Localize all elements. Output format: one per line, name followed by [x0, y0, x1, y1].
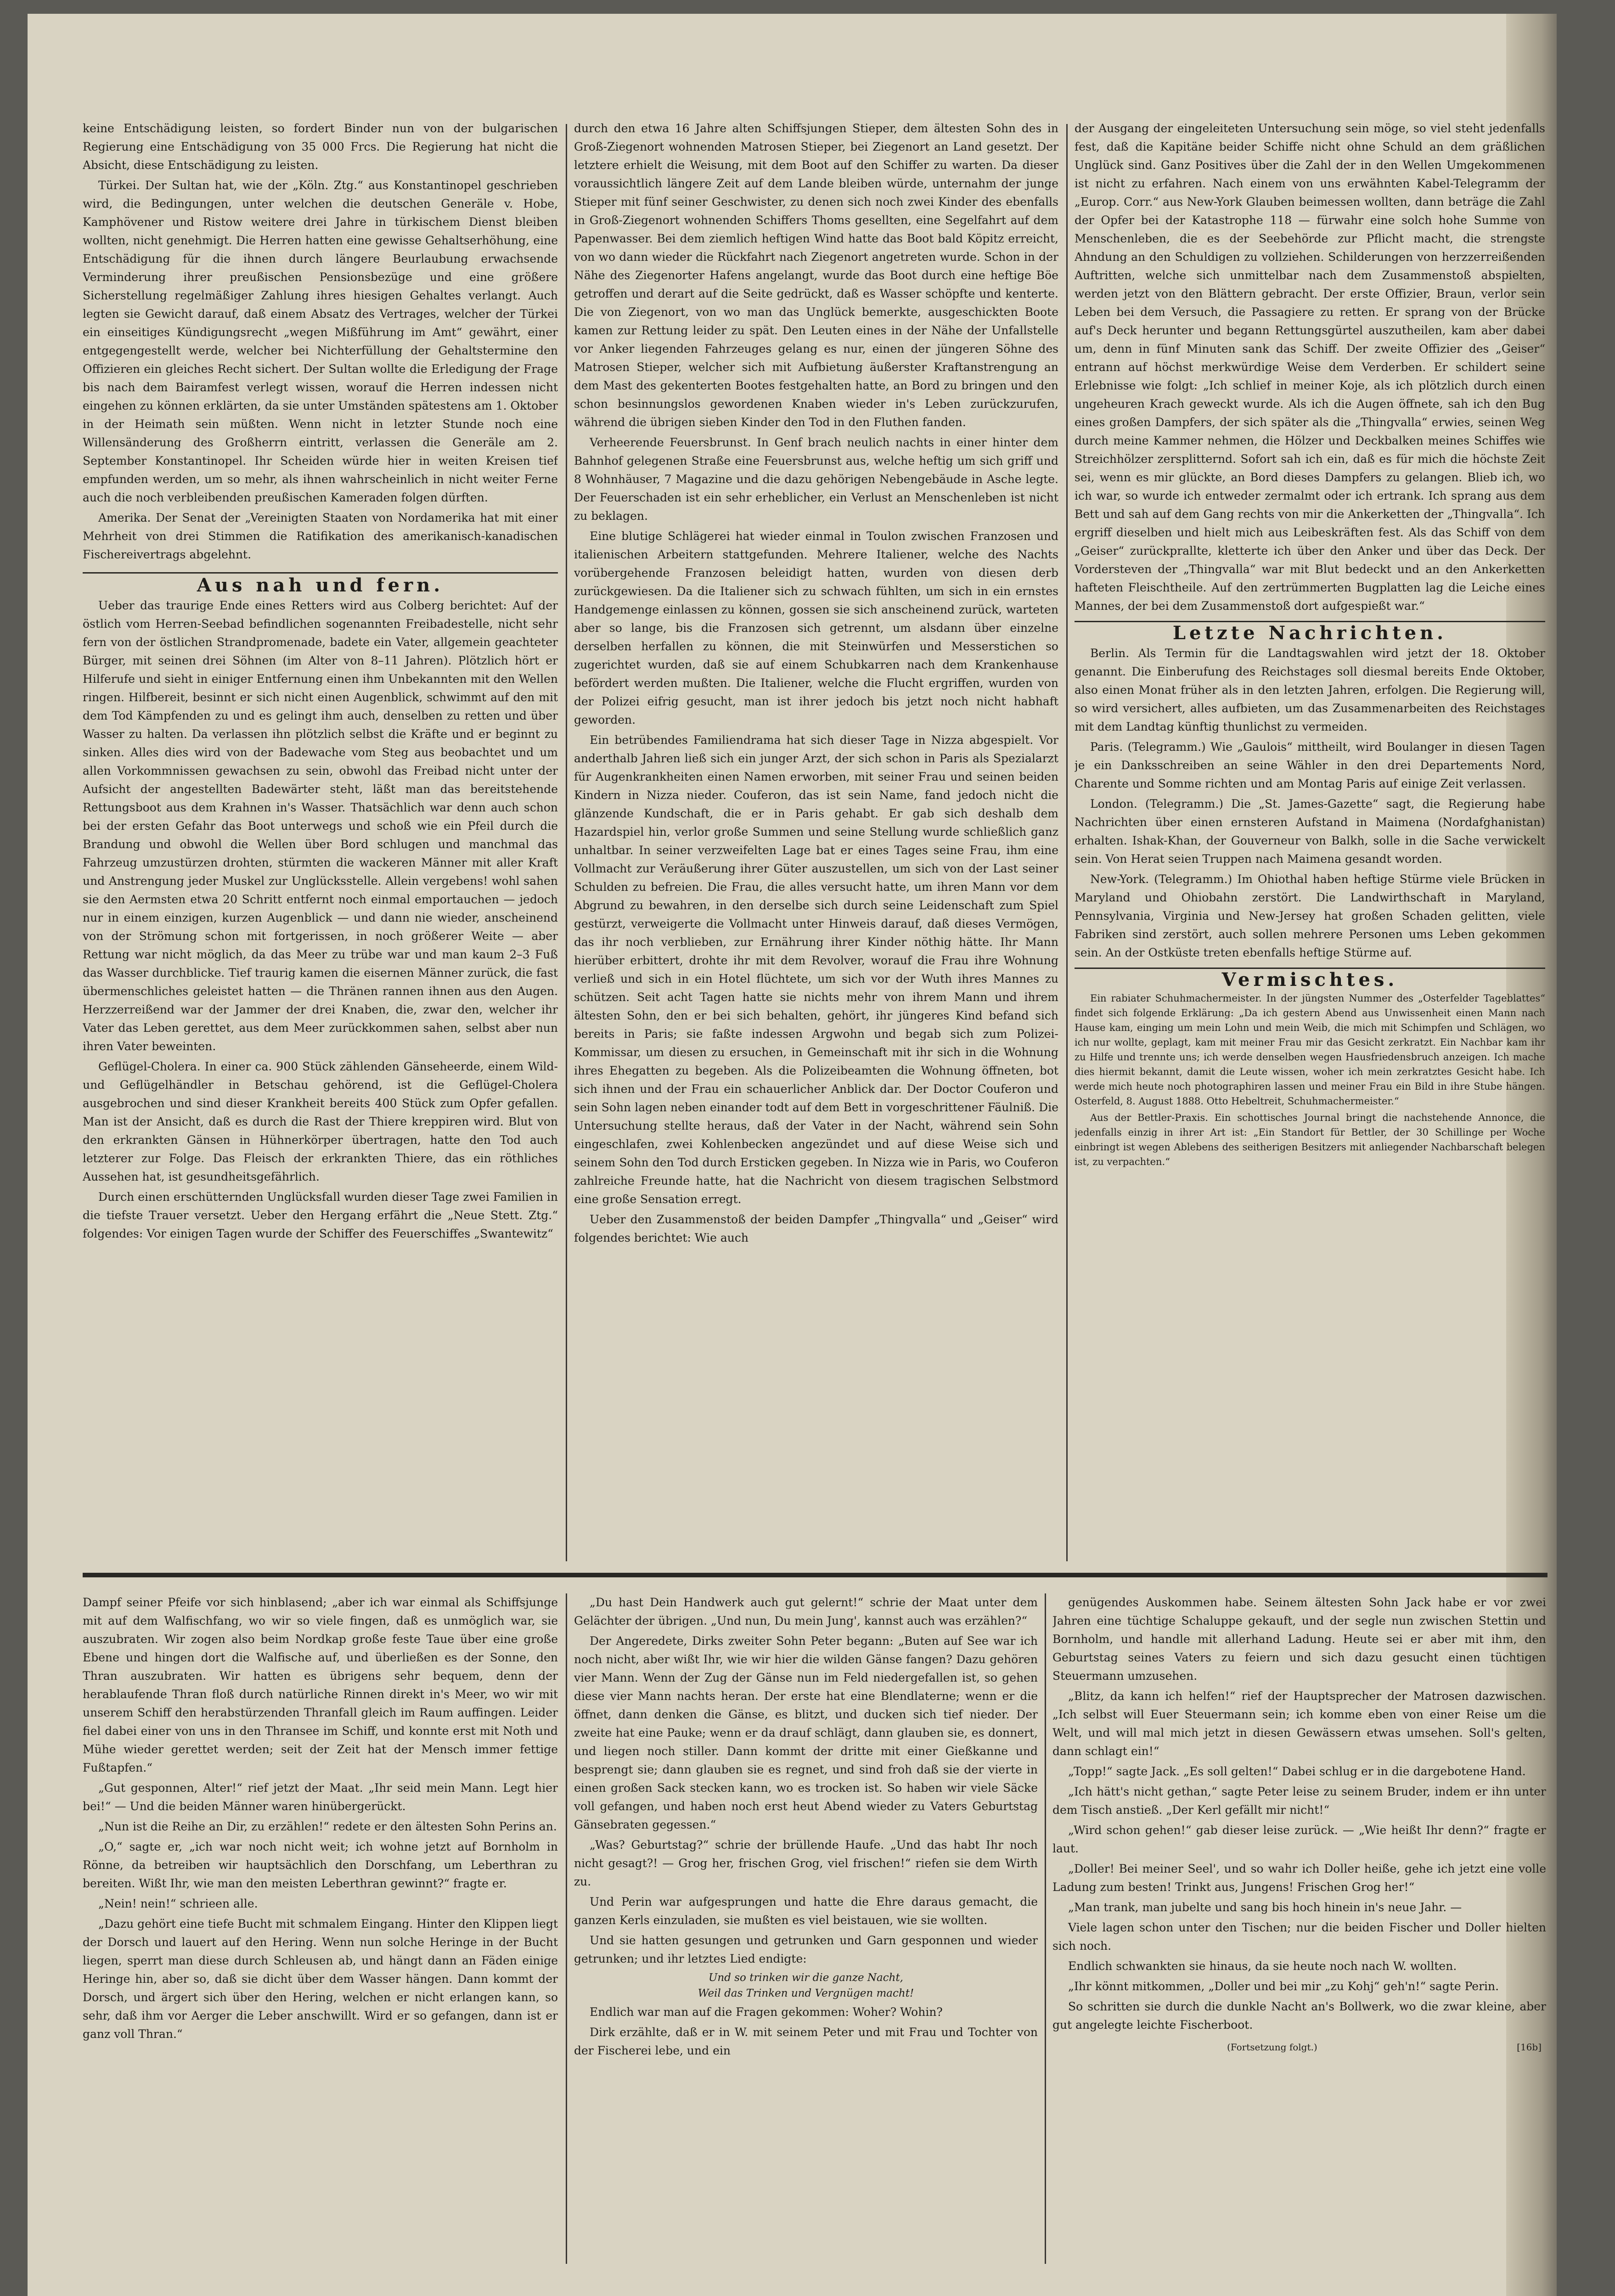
paragraph: „O,“ sagte er, „ich war noch nicht weit; ich wohne jetzt auf Bornholm in Rönne, da betreiben wir hauptsächlich den Dorschfang, um Leberthran zu bereiten. Wißt Ihr, wie man den meisten Leberthran gewinnt?“ fragte er. [83, 1840, 558, 1890]
paragraph: Der Angeredete, Dirks zweiter Sohn Peter begann: „Buten auf See war ich noch nicht, aber wißt Ihr, wie wir hier die wilden Gänse fangen? Dazu gehören vier Mann. Wenn der Zug der Gänse nun im Feld niedergefallen ist, so gehen diese vier Mann nachts heran. Der erste hat eine Blendlaterne; wenn er die öffnet, dann denken die Gänse, es blitzt, und ducken sich tief nieder. Der zweite hat eine Pauke; wenn er da drauf schlägt, dann glauben sie, es donnert, und liegen noch stiller. Dann kommt der dritte mit einer Gießkanne und besprengt sie; dann glauben sie es regnet, und sind froh daß sie der vierte in einen großen Sack stecken kann, wo es trocken ist. So haben wir viele Säcke voll gefangen, und haben noch erst heut Abend wieder zu Vaters Geburtstag Gänsebraten gegessen.“ [574, 1634, 1038, 1831]
paragraph: „Blitz, da kann ich helfen!“ rief der Hauptsprecher der Matrosen dazwischen. „Ich selbst will Euer Steuermann sein; ich komme eben von einer Reise um die Welt, und will mal mich jetzt in diesen Gewässern etwas umsehen. Soll's gelten, dann schlagt ein!“ [1052, 1689, 1546, 1758]
top-col3b-articles [1075, 644, 1545, 962]
paragraph: Berlin. Als Termin für die Landtagswahlen wird jetzt der 18. Oktober genannt. Die Einberufung des Reichstages soll diesmal bereits Ende Oktober, also einen Monat früher als in den letzten Jahren, erfolgen. Die Regierung will, so wird versichert, alles aufbieten, um das Zusammenarbeiten des Reichstages mit dem Landtag künftig thunlichst zu vermeiden. [1075, 647, 1545, 733]
continuation-note: (Fortsetzung folgt.) [1227, 2042, 1317, 2053]
paragraph: „Wird schon gehen!“ gab dieser leise zurück. — „Wie heißt Ihr denn?“ fragte er laut. [1052, 1823, 1546, 1855]
bottom-col1-text [83, 1593, 558, 2043]
paragraph: „Topp!“ sagte Jack. „Es soll gelten!“ Dabei schlug er in die dargebotene Hand. [1068, 1765, 1526, 1778]
divider [1075, 621, 1545, 622]
newspaper-page [28, 14, 1557, 2296]
top-column-1 [83, 119, 558, 1566]
paragraph: Dirk erzählte, daß er in W. mit seinem Peter und mit Frau und Tochter von der Fischerei lebe, und ein [574, 2026, 1038, 2057]
paragraph: „Nun ist die Reihe an Dir, zu erzählen!“ redete er den ältesten Sohn Perins an. [98, 1820, 557, 1833]
paragraph: „Doller! Bei meiner Seel', und so wahr ich Doller heiße, gehe ich jetzt eine volle Ladung zum besten! Trinkt aus, Jungens! Frischen Grog her!“ [1052, 1862, 1546, 1894]
paragraph: Ueber das traurige Ende eines Retters wird aus Colberg berichtet: Auf der östlich vom Herren-Seebad befindlichen sogenannten Freibadestelle, nicht sehr fern von der östlichen Strandpromenade, badete ein Vater, allgemein geachteter Bürger, mit seinen drei Söhnen (im Alter von 8–11 Jahren). Plötzlich hört er Hilferufe und sieht in einiger Entfernung einen ihm Unbekannten mit den Wellen ringen. Hilfbereit, besinnt er sich nicht einen Augenblick, schwimmt auf den mit dem Tod Kämpfenden zu und es gelingt ihm auch, denselben zu retten und über Wasser zu halten. Da verlassen ihn plötzlich selbst die Kräfte und er beginnt zu sinken. Alles dies wird von der Badewache vom Steg aus beobachtet und um allen Vorkommnissen gewachsen zu sein, obwohl das Freibad nicht unter der Aufsicht der angestellten Badewärter steht, läßt man das bereitstehende Rettungsboot aus dem Krahnen in's Wasser. Thatsächlich war denn auch schon bei der ersten Gefahr das Boot unterwegs und schoß wie ein Pfeil durch die Brandung und obwohl die Wellen über Bord schlugen und manchmal das Fahrzeug umzustürzen drohten, stürmten die wackeren Männer mit aller Kraft und Anstrengung jeder Muskel zur Unglücksstelle. Allein vergebens! wohl sahen sie den Aermsten etwa 20 Schritt entfernt noch einmal emportauchen — jedoch nur in einem einzigen, kurzen Augenblick — und dann nie wieder, anscheinend von der Strömung schon mit fortgerissen, in noch größerer Weite — aber Rettung war nicht möglich, da das Meer zu trübe war und man kaum 2–3 Fuß das Wasser durchblicke. Tief traurig kamen die eisernen Männer zurück, die fast übermenschliches geleistet hatten — die Thränen rannen ihnen aus den Augen. Herzzerreißend war der Jammer der drei Knaben, die, zwar den, welcher ihr Vater das Leben gerettet, aus dem Meer zurückkommen sahen, selbst aber nun ihren Vater beweinten. [83, 599, 558, 1053]
paragraph: Ueber den Zusammenstoß der beiden Dampfer „Thingvalla“ und „Geiser“ wird folgendes berichtet: Wie auch [574, 1213, 1058, 1244]
paragraph: Eine blutige Schlägerei hat wieder einmal in Toulon zwischen Franzosen und italienischen Arbeitern stattgefunden. Mehrere Italiener, welche des Nachts vorübergehende Franzosen beleidigt hatten, wurden von diesen derb zurückgewiesen. Da die Italiener sich zu schwach fühlten, um sich in ein ernstes Handgemenge einlassen zu können, gossen sie sich anscheinend zurück, warteten aber so lange, bis die Franzosen sich getrennt, um alsdann über einzelne derselben herfallen zu können, die mit Steinwürfen und Messerstichen so zugerichtet wurden, daß sie auf einem Schubkarren nach dem Krankenhause befördert werden mußten. Die Italiener, welche die Flucht ergriffen, wurden von der Polizei eifrig gesucht, man ist ihrer jedoch bis jetzt noch nicht habhaft geworden. [574, 529, 1058, 726]
section-heading-letzte-nachrichten: Letzte Nachrichten. [1172, 622, 1447, 644]
paragraph: „Nein! nein!“ schrieen alle. [98, 1897, 258, 1910]
top-col1b-articles [83, 597, 558, 1243]
paragraph: durch den etwa 16 Jahre alten Schiffsjungen Stieper, dem ältesten Sohn des in Groß-Ziegenort wohnenden Matrosen Stieper, bei Ziegenort an Land gesetzt. Der letztere erhielt die Weisung, mit dem Boot auf den Schiffer zu warten. Da dieser voraussichtlich längere Zeit auf dem Lande bleiben würde, unternahm der junge Stieper mit fünf seiner Geschwister, zu denen sich noch zwei Kinder des ebenfalls in Groß-Ziegenort wohnenden Schiffers Thoms gesellten, eine Segelfahrt auf dem Papenwasser. Bei dem ziemlich heftigen Wind hatte das Boot bald Köpitz erreicht, von wo dann wieder die Rückfahrt nach Ziegenort angetreten wurde. Schon in der Nähe des Ziegenorter Hafens angelangt, wurde das Boot durch eine heftige Böe getroffen und derart auf die Seite gedrückt, daß es Wasser schöpfte und kenterte. Die von Ziegenort, von wo man das Unglück bemerkte, ausgeschickten Boote kamen zur Rettung leider zu spät. Den Leuten eines in der Nähe der Unfallstelle vor Anker liegenden Fahrzeuges gelang es nur, einen der jüngeren Söhne des Matrosen Stieper, welcher sich mit Aufbietung äußerster Kraftanstrengung an dem Mast des gekenterten Bootes festgehalten hatte, an Bord zu bringen und den schon besinnungslos gewordenen Knaben wieder in's Leben zurückzurufen, während die übrigen sieben Kinder den Tod in den Fluthen fanden. [574, 122, 1058, 429]
paragraph: Türkei. Der Sultan hat, wie der „Köln. Ztg.“ aus Konstantinopel geschrieben wird, die Bedingungen, unter welchen die deutschen Generäle v. Hobe, Kamphövener und Ristow weitere drei Jahre in türkischem Dienst bleiben wollten, nicht genehmigt. Die Herren hatten eine gewisse Gehaltserhöhung, eine Entschädigung für die ihnen durch längere Beurlaubung erwachsende Verminderung ihrer preußischen Pensionsbezüge und eine größere Sicherstellung regelmäßiger Zahlung ihres hiesigen Gehaltes verlangt. Auch legten sie Gewicht darauf, daß einem Absatz des Vertrages, welcher der Türkei ein einseitiges Kündigungsrecht „wegen Mißführung im Amt“ gewährt, einer entgegengestellt werde, welcher bei Nichterfüllung der Gehaltstermine den Offizieren ein gleiches Recht sichert. Der Sultan wollte die Erledigung der Frage bis nach dem Bairamfest verlegt wissen, worauf die Herren indessen nicht eingehen zu können erklärten, da sie unter Umständen spätestens am 1. Oktober in der Heimath sein müßten. Wenn nicht in letzter Stunde noch eine Willensänderung des Großherrn eintritt, verlassen die Generäle am 2. September Konstantinopel. Ihr Scheiden würde hier in weiten Kreisen tief empfunden werden, um so mehr, als ihnen wahrscheinlich in nicht weiter Ferne auch die noch verbleibenden preußischen Kameraden folgen dürften. [83, 179, 558, 504]
section-heading-aus-nah-und-fern: Aus nah und fern. [197, 574, 444, 596]
divider [83, 572, 558, 574]
column-rule [566, 1593, 567, 2264]
paragraph: Durch einen erschütternden Unglücksfall wurden dieser Tage zwei Familien in die tiefste Trauer versetzt. Ueber den Hergang erfährt die „Neue Stett. Ztg.“ folgendes: Vor einigen Tagen wurde der Schiffer des Feuerschiffes „Swantewitz“ [83, 1190, 558, 1240]
paragraph: „Was? Geburtstag?“ schrie der brüllende Haufe. „Und das habt Ihr noch nicht gesagt?! — Grog her, frischen Grog, viel frischen!“ riefen sie dem Wirth zu. [574, 1838, 1038, 1888]
column-rule [566, 124, 567, 1561]
top-col3c-articles [1075, 991, 1545, 1169]
paragraph: Ein rabiater Schuhmachermeister. In der jüngsten Nummer des „Osterfelder Tageblattes“ findet sich folgende Erklärung: „Da ich gestern Abend aus Unwissenheit einen Mann nach Hause kam, einging um mein Lohn und mein Weib, die mich mit Schimpfen und Schlägen, wo ich nur wollte, geplagt, kam mit meiner Frau mir das Gesicht zerkratzt. Ein Nachbar kam ihr zu Hilfe und trennte uns; ich werde denselben wegen Hausfriedensbruch anzeigen. Ich mache dies hiermit bekannt, damit die Leute wissen, woher ich mein zerkratztes Gesicht habe. Ich werde mich heute noch photographiren lassen und meiner Frau ein Bild in ihre Stube hängen. Osterfeld, 8. August 1888. Otto Hebeltreit, Schuhmachermeister.“ [1075, 993, 1545, 1107]
top-column-2 [574, 119, 1058, 1566]
top-col3-articles [1075, 119, 1545, 615]
paragraph: So schritten sie durch die dunkle Nacht an's Bollwerk, wo die zwar kleine, aber gut angelegte leichte Fischerboot. [1052, 2000, 1546, 2032]
section-heading-vermischtes: Vermischtes. [1221, 969, 1398, 990]
verse: Und so trinken wir die ganze Nacht, Weil das Trinken und Vergnügen macht! [698, 1972, 914, 1999]
paragraph: New-York. (Telegramm.) Im Ohiothal haben heftige Stürme viele Brücken in Maryland und Ohiobahn zerstört. Die Landwirthschaft in Maryland, Pennsylvania, Virginia und New-Jersey hat großen Schaden gelitten, viele Fabriken sind zerstört, auch sollen mehrere Personen ums Leben gekommen sein. An der Ostküste treten ebenfalls heftige Stürme auf. [1075, 872, 1545, 959]
column-rule [1045, 1593, 1046, 2264]
paragraph: Paris. (Telegramm.) Wie „Gaulois“ mittheilt, wird Boulanger in diesen Tagen je ein Danksschreiben an seine Wähler in den drei Departements Nord, Charente und Somme richten und am Montag Paris auf einige Zeit verlassen. [1075, 740, 1545, 790]
paragraph: Und Perin war aufgesprungen und hatte die Ehre daraus gemacht, die ganzen Kerls einzuladen, sie mußten es viel beistauen, wie sie wollten. [574, 1895, 1038, 1927]
paragraph: „Dazu gehört eine tiefe Bucht mit schmalem Eingang. Hinter den Klippen liegt der Dorsch und lauert auf den Hering. Wenn nun solche Heringe in der Bucht liegen, sperrt man diese durch Schleusen ab, und hängt dann an Fäden einige Heringe hin, aber so, daß sie dicht über dem Wasser hängen. Dann kommt der Dorsch, und ärgert sich über den Hering, welchen er nicht erlangen kann, so sehr, daß ihm vor Aerger die Leber anschwillt. Wird er so gefangen, dann ist er ganz voll Thran.“ [83, 1917, 558, 2041]
paragraph: keine Entschädigung leisten, so fordert Binder nun von der bulgarischen Regierung eine Entschädigung von 35 000 Frcs. Die Regierung hat nicht die Absicht, diese Entschädigung zu leisten. [83, 122, 558, 172]
paragraph: Endlich schwankten sie hinaus, da sie heute noch nach W. wollten. [1068, 1959, 1457, 1973]
paragraph: „Ihr könnt mitkommen, „Doller und bei mir „zu Kohj“ geh'n!“ sagte Perin. [1068, 1980, 1499, 1993]
column-rule [1066, 124, 1068, 1561]
paragraph: Amerika. Der Senat der „Vereinigten Staaten von Nordamerika hat mit einer Mehrheit von drei Stimmen die Ratifikation des amerikanisch-kanadischen Fischereivertrags abgelehnt. [83, 511, 558, 561]
continuation-line [1052, 2038, 1546, 2052]
paragraph: Ein betrübendes Familiendrama hat sich dieser Tage in Nizza abgespielt. Vor anderthalb Jahren ließ sich ein junger Arzt, der sich schon in Paris als Spezialarzt für Augenkrankheiten einen Namen erworben, mit seiner Frau und seinen beiden Kindern in Nizza nieder. Couferon, das ist sein Name, fand jedoch nicht die glänzende Kundschaft, die er in Paris gehabt. Er gab sich deshalb dem Hazardspiel hin, verlor große Summen und seine Stellung wurde schließlich ganz unhaltbar. In seiner verzweifelten Lage bat er eines Tages seine Frau, ihm eine Vollmacht zur Veräußerung ihrer Güter auszustellen, um sich von der Last seiner Schulden zu befreien. Die Frau, die alles versucht hatte, um ihren Mann vor dem Abgrund zu bewahren, in den derselbe sich durch seine Leidenschaft zum Spiel gestürzt, verweigerte die Vollmacht unter Hinweis darauf, daß dieses Vermögen, das ihr noch verblieben, zur Ernährung ihrer Kinder nöthig hätte. Ihr Mann hierüber erbittert, drohte ihr mit dem Revolver, worauf die Frau ihre Wohnung verließ und sich in ein Hotel flüchtete, um sich vor der Wuth ihres Mannes zu schützen. Seit acht Tagen hatte sie nichts mehr von ihrem Mann und ihrem ältesten Sohn, den er bei sich behalten, gehört, ihr jüngeres Kind befand sich bereits in Paris; sie faßte indessen Argwohn und begab sich zum Polizei-Kommissar, um diesen zu ersuchen, in Gemeinschaft mit ihr sich in die Wohnung ihres Ehegatten zu begeben. Als die Polizeibeamten die Wohnung öffneten, bot sich ihnen und der Frau ein schauerlicher Anblick dar. Der Doctor Couferon und sein Sohn lagen neben einander todt auf dem Bett in vorgeschrittener Fäulniß. Die Untersuchung stellte heraus, daß der Vater in der Nacht, während sein Sohn eingeschlafen, zwei Kohlenbecken angezündet und auf diese Weise sich und seinem Sohn den Tod durch Ersticken gegeben. In Nizza wie in Paris, wo Couferon zahlreiche Freunde hatte, hat die Nachricht von diesem tragischen Selbstmord eine große Sensation erregt. [574, 733, 1058, 1206]
paragraph: „Gut gesponnen, Alter!“ rief jetzt der Maat. „Ihr seid mein Mann. Legt hier bei!“ — Und die beiden Männer waren hinübergerückt. [83, 1781, 558, 1813]
paragraph: der Ausgang der eingeleiteten Untersuchung sein möge, so viel steht jedenfalls fest, daß die Kapitäne beider Schiffe nicht ohne Schuld an dem gräßlichen Unglück sind. Ganz Positives über die Zahl der in den Wellen Umgekommenen ist nicht zu erfahren. Nach einem von uns erwähnten Kabel-Telegramm der „Europ. Corr.“ aus New-York Glauben beimessen wollten, dann beträge die Zahl der Opfer bei der Katastrophe 118 — fürwahr eine solch hohe Summe von Menschenleben, die es der Seebehörde zur Pflicht macht, die strengste Ahndung an den Schuldigen zu vollziehen. Schilderungen von herzzerreißenden Auftritten, welche sich unmittelbar nach dem Zusammenstoß abspielten, werden jetzt von den Blättern gebracht. Der erste Offizier, Braun, verlor sein Leben bei dem Versuch, die Passagiere zu retten. Er sprang von der Brücke auf's Deck herunter und begann Rettungsgürtel auszutheilen, kam aber dabei um, denn in fünf Minuten sank das Schiff. Der zweite Offizier des „Geiser“ entrann auf höchst merkwürdige Weise dem Verderben. Er schildert seine Erlebnisse wie folgt: „Ich schlief in meiner Koje, als ich plötzlich durch einen ungeheuren Krach geweckt wurde. Als ich die Augen öffnete, sah ich den Bug eines großen Dampfers, der sich später als die „Thingvalla“ erwies, seinen Weg durch meine Kammer nehmen, die Hölzer und Deckbalken meines Schiffes wie Streichhölzer zersplitternd. Sofort sah ich ein, daß es für mich die höchste Zeit sei, wenn es mir glückte, an Bord dieses Dampfers zu gelangen. Blieb ich, wo ich war, so wurde ich entweder zermalmt oder ich ertrank. Ich sprang aus dem Bett und sah auf dem Gang rechts von mir die Ankerketten der „Thingvalla“. Ich ergriff dieselben und hielt mich aus Leibeskräften fest. Als das Schiff von dem „Geiser“ zurückprallte, kletterte ich über den Anker und über das Deck. Der Vordersteven der „Thingvalla“ war mit Blut bedeckt und an den Ankerketten hafteten Fleischtheile. Auf den zertrümmerten Bugplatten lag die Leiche eines Mannes, der bei dem Zusammenstoß dort aufgespießt war.“ [1075, 122, 1545, 613]
bottom-col3-text [1052, 1593, 1546, 2034]
paragraph: Verheerende Feuersbrunst. In Genf brach neulich nachts in einer hinter dem Bahnhof gelegenen Straße eine Feuersbrunst aus, welche heftig um sich griff und 8 Wohnhäuser, 7 Magazine und die dazu gehörigen Nebengebäude in Asche legte. Der Feuerschaden ist ein sehr erheblicher, ein Verlust an Menschenleben ist nicht zu beklagen. [574, 436, 1058, 523]
bottom-column-1 [83, 1593, 558, 2264]
paragraph: „Ich hätt's nicht gethan,“ sagte Peter leise zu seinem Bruder, indem er ihn unter dem Tisch anstieß. „Der Kerl gefällt mir nicht!“ [1052, 1785, 1546, 1817]
paragraph: Dampf seiner Pfeife vor sich hinblasend; „aber ich war einmal als Schiffsjunge mit auf dem Walfischfang, wo wir so viele fingen, daß es unmöglich war, sie auszubraten. Wir zogen also beim Nordkap große feste Taue über eine große Ebene und hingen dort die Walfische auf, und überließen es der Sonne, den Thran auszubraten. Wir hatten es übrigens sehr bequem, denn der herablaufende Thran floß durch natürliche Rinnen direkt in's Meer, wo wir mit unserem Schiff den herabstürzenden Thranfall gleich im Raum auffingen. Leider fiel dabei einer von uns in den Thransee im Schiff, und konnte erst mit Noth und Mühe wieder gerettet werden; seit der Zeit hat der Mensch immer fettige Fußtapfen.“ [83, 1596, 558, 1774]
paragraph: Viele lagen schon unter den Tischen; nur die beiden Fischer und Doller hielten sich noch. [1052, 1921, 1546, 1953]
divider [1075, 968, 1545, 969]
paragraph: Und sie hatten gesungen und getrunken und Garn gesponnen und wieder getrunken; und ihr letztes Lied endigte: [574, 1934, 1038, 1965]
top-column-3 [1075, 119, 1545, 1566]
paragraph: „Man trank, man jubelte und sang bis hoch hinein in's neue Jahr. — [1068, 1901, 1462, 1914]
paragraph: Endlich war man auf die Fragen gekommen: Woher? Wohin? [590, 2005, 943, 2019]
top-col2-articles [574, 119, 1058, 1247]
bottom-col2-text [574, 1593, 1038, 2060]
footer-signature: [16b] [1517, 2042, 1542, 2053]
bottom-column-3 [1052, 1593, 1546, 2264]
paragraph: „Du hast Dein Handwerk auch gut gelernt!“ schrie der Maat unter dem Gelächter der übrigen. „Und nun, Du mein Jung', kannst auch was erzählen?“ [574, 1596, 1038, 1627]
paragraph: Geflügel-Cholera. In einer ca. 900 Stück zählenden Gänseheerde, einem Wild- und Geflügelhändler in Betschau gehörend, ist die Geflügel-Cholera ausgebrochen und sind dieser Krankheit bereits 400 Stück zum Opfer gefallen. Man ist der Ansicht, daß es durch die Rast der Thiere kreppiren wird. Blut von den erkrankten Gänsen in Hühnerkörper übertragen, hatte den Tod auch letzterer zur Folge. Das Fleisch der erkrankten Thiere, das ein röthliches Aussehen hat, ist gesundheitsgefährlich. [83, 1060, 558, 1183]
feuilleton-divider [83, 1573, 1547, 1577]
bottom-column-2 [574, 1593, 1038, 2264]
paragraph: Aus der Bettler-Praxis. Ein schottisches Journal bringt die nachstehende Annonce, die jedenfalls einzig in ihrer Art ist: „Ein Standort für Bettler, der 30 Schillinge per Woche einbringt ist wegen Ablebens des seitherigen Besitzers mit anliegender Nachbarschaft belegen ist, zu verpachten.“ [1075, 1112, 1545, 1167]
paragraph: genügendes Auskommen habe. Seinem ältesten Sohn Jack habe er vor zwei Jahren eine tüchtige Schaluppe gekauft, und der segle nun zwischen Stettin und Bornholm, und handle mit allerhand Ladung. Heute sei er aber mit ihm, den Geburtstag seines Vaters zu feiern und sich dazu gesucht einen tüchtigen Steuermann umzusehen. [1052, 1596, 1546, 1683]
paragraph: London. (Telegramm.) Die „St. James-Gazette“ sagt, die Regierung habe Nachrichten über einen ernsteren Aufstand in Maimena (Nordafghanistan) erhalten. Ishak-Khan, der Gouverneur von Balkh, solle in die Sache verwickelt sein. Von Herat seien Truppen nach Maimena gesandt worden. [1075, 797, 1545, 866]
top-col1-articles [83, 119, 558, 564]
